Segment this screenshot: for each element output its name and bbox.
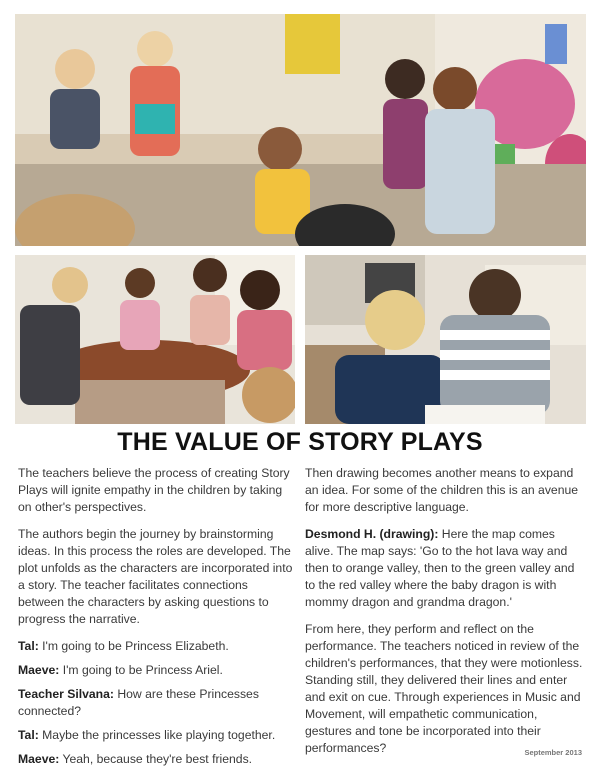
speaker-name: Desmond H. (drawing): (305, 527, 439, 541)
performance-paragraph: From here, they perform and reflect on the performance. The teachers noticed in review of the children's performances, that they were motionless. Standing still, they delivered their lines and enter and exit on cue. Through experiences in Music and Movement, will empathetic communication, gestures and tone be incorporated into their performances? (305, 622, 583, 755)
photo-children-table (15, 255, 295, 424)
dialogue-line (18, 662, 296, 679)
dialogue-line (18, 727, 296, 744)
speaker-name: Maeve: (18, 663, 60, 677)
dialogue-line (18, 751, 296, 768)
speaker-name: Maeve: (18, 752, 60, 766)
speaker-name: Tal: (18, 728, 39, 742)
desmond-text: Here the map comes alive. The map says: 'Go to the hot lava way and then to orange valley, then to the green valley and to the red valley where the baby dragon is with mommy dragon and grandma dragon.' (305, 527, 575, 609)
drawing-paragraph: Then drawing becomes another means to expand an idea. For some of the children this is an avenue for more descriptive language. (305, 466, 579, 514)
dialogue-text: Maybe the princesses like playing together. (38, 728, 276, 742)
dialogue-line (18, 638, 296, 655)
left-column (18, 465, 296, 775)
dialogue-text: How are these Princesses connected? (18, 687, 259, 718)
dialogue-text: Yeah, because they're best friends. (59, 752, 253, 766)
dialogue-text: I'm going to be Princess Ariel. (59, 663, 223, 677)
footer-date: September 2013 (524, 748, 582, 757)
photo-children-drawing (305, 255, 586, 424)
speaker-name: Tal: (18, 639, 39, 653)
dialogue-text: I'm going to be Princess Elizabeth. (38, 639, 229, 653)
intro-paragraph: The teachers believe the process of creating Story Plays will ignite empathy in the children by taking on other's perspectives. (18, 466, 290, 514)
desmond-paragraph (305, 526, 585, 611)
article-title: THE VALUE OF STORY PLAYS (117, 428, 483, 456)
process-paragraph: The authors begin the journey by brainstorming ideas. In this process the roles are developed. The plot unfolds as the characters are incorporated into a story. The teacher facilitates connections between the characters by asking questions to progress the narrative. (18, 527, 293, 626)
dialogue-line (18, 686, 296, 720)
photo-children-circle (15, 14, 586, 246)
speaker-name: Teacher Silvana: (18, 687, 114, 701)
right-column (305, 465, 585, 767)
